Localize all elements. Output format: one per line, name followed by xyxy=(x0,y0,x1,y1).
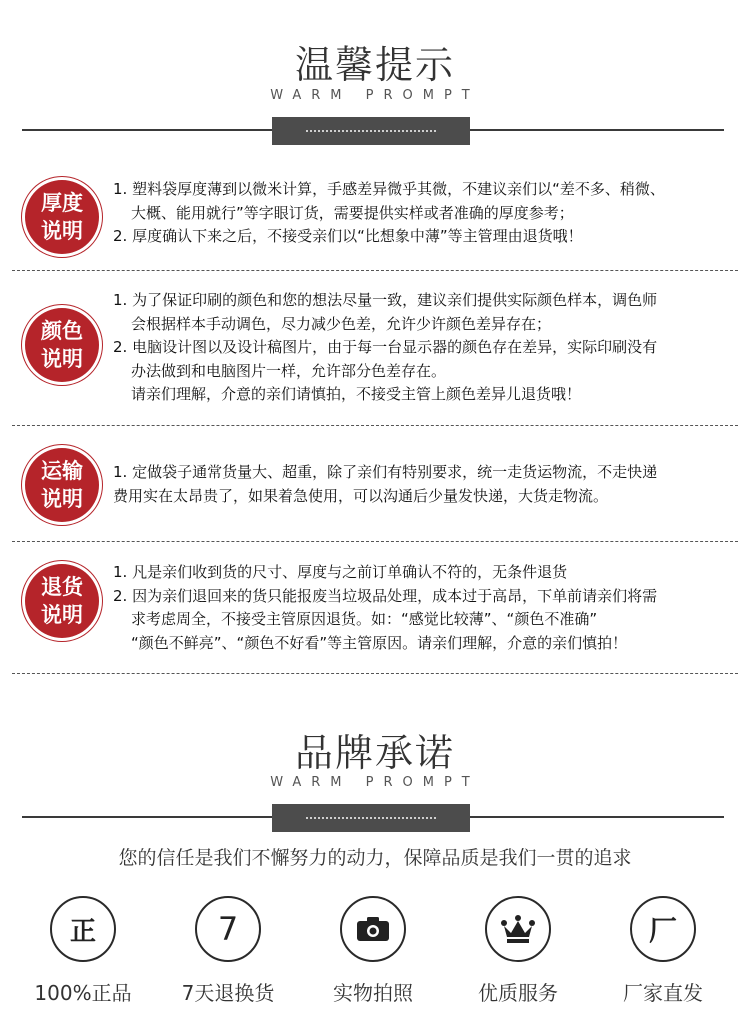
promise-factory xyxy=(593,896,733,1006)
tip-line: 大概、能用就行”等字眼订货，需要提供实样或者准确的厚度参考； xyxy=(131,203,574,222)
tips-subtitle: WARM PROMPT xyxy=(270,88,480,103)
promise-label: 优质服务 xyxy=(478,981,558,1005)
promise-genuine xyxy=(13,896,153,1006)
promise-label: 实物拍照 xyxy=(333,981,413,1005)
tip-line: 求考虑周全，不接受主管原因退货。如：“感觉比较薄”、“颜色不准确” xyxy=(131,610,598,628)
tip-line: 2. 厚度确认下来之后，不接受亲们以“比想象中薄”等主管理由退货哦！ xyxy=(113,227,583,245)
seven-day-icon: 7 xyxy=(195,896,261,962)
tip-return-text xyxy=(113,561,738,655)
tip-line: 1. 凡是亲们收到货的尺寸、厚度与之前订单确认不符的，无条件退货 xyxy=(113,563,568,581)
promise-label: 7天退换货 xyxy=(181,981,275,1005)
camera-icon xyxy=(340,896,406,962)
promise-service xyxy=(448,896,588,1006)
brand-slogan: 您的信任是我们不懈努力的动力，保障品质是我们一贯的追求 xyxy=(118,847,632,869)
section-divider xyxy=(12,541,738,542)
promise-photo xyxy=(303,896,443,1006)
tip-line: 请亲们理解，介意的亲们请慎拍，不接受主管上颜色差异儿退货哦！ xyxy=(131,385,582,403)
camera-glyph xyxy=(356,916,390,942)
badge-thickness: 厚度 说明 xyxy=(22,177,102,257)
badge-shipping: 运输 说明 xyxy=(22,445,102,525)
tip-line: 1. 为了保证印刷的颜色和您的想法尽量一致，建议亲们提供实际颜色样本，调色师 xyxy=(113,291,658,309)
section-divider xyxy=(12,673,738,674)
tip-color-text xyxy=(113,289,738,407)
section-divider xyxy=(12,270,738,271)
crown-glyph xyxy=(500,914,536,944)
brand-subtitle: WARM PROMPT xyxy=(270,775,480,790)
tip-shipping-text xyxy=(113,461,738,508)
promise-label: 厂家直发 xyxy=(623,981,703,1005)
badge-return: 退货 说明 xyxy=(22,561,102,641)
tip-thickness-text xyxy=(113,178,738,249)
tip-line: 办法做到和电脑图片一样，允许部分色差存在。 xyxy=(131,361,447,380)
factory-icon: 厂 xyxy=(630,896,696,962)
genuine-icon: 正 xyxy=(50,896,116,962)
tip-line: 1. 定做袋子通常货量大、超重，除了亲们有特别要求，统一走货运物流，不走快递 xyxy=(113,463,658,481)
brand-title: 品牌承诺 xyxy=(294,731,455,775)
tip-line: 2. 电脑设计图以及设计稿图片，由于每一台显示器的颜色存在差异，实际印刷没有 xyxy=(113,338,658,356)
tip-line: 2. 因为亲们退回来的货只能报废当垃圾品处理，成本过于高昂，下单前请亲们将需 xyxy=(113,586,658,605)
crown-icon xyxy=(485,896,551,962)
tip-line: 会根据样本手动调色，尽力减少色差，允许少许颜色差异存在； xyxy=(131,314,552,333)
brand-divider-bar xyxy=(272,804,470,832)
section-divider xyxy=(12,425,738,426)
badge-color: 颜色 说明 xyxy=(22,305,102,385)
tips-divider-bar xyxy=(272,117,470,145)
tip-line: 1. 塑料袋厚度薄到以微米计算，手感差异微乎其微，不建议亲们以“差不多、稍微、 xyxy=(113,180,665,198)
tips-title: 温馨提示 xyxy=(294,43,455,87)
promise-seven-day xyxy=(158,896,298,1006)
promise-label: 100%正品 xyxy=(34,981,132,1005)
tip-line: “颜色不鲜亮”、“颜色不好看”等主管原因。请亲们理解，介意的亲们慎拍！ xyxy=(131,633,628,652)
tip-line: 费用实在太昂贵了，如果着急使用，可以沟通后少量发快递，大货走物流。 xyxy=(113,486,609,505)
